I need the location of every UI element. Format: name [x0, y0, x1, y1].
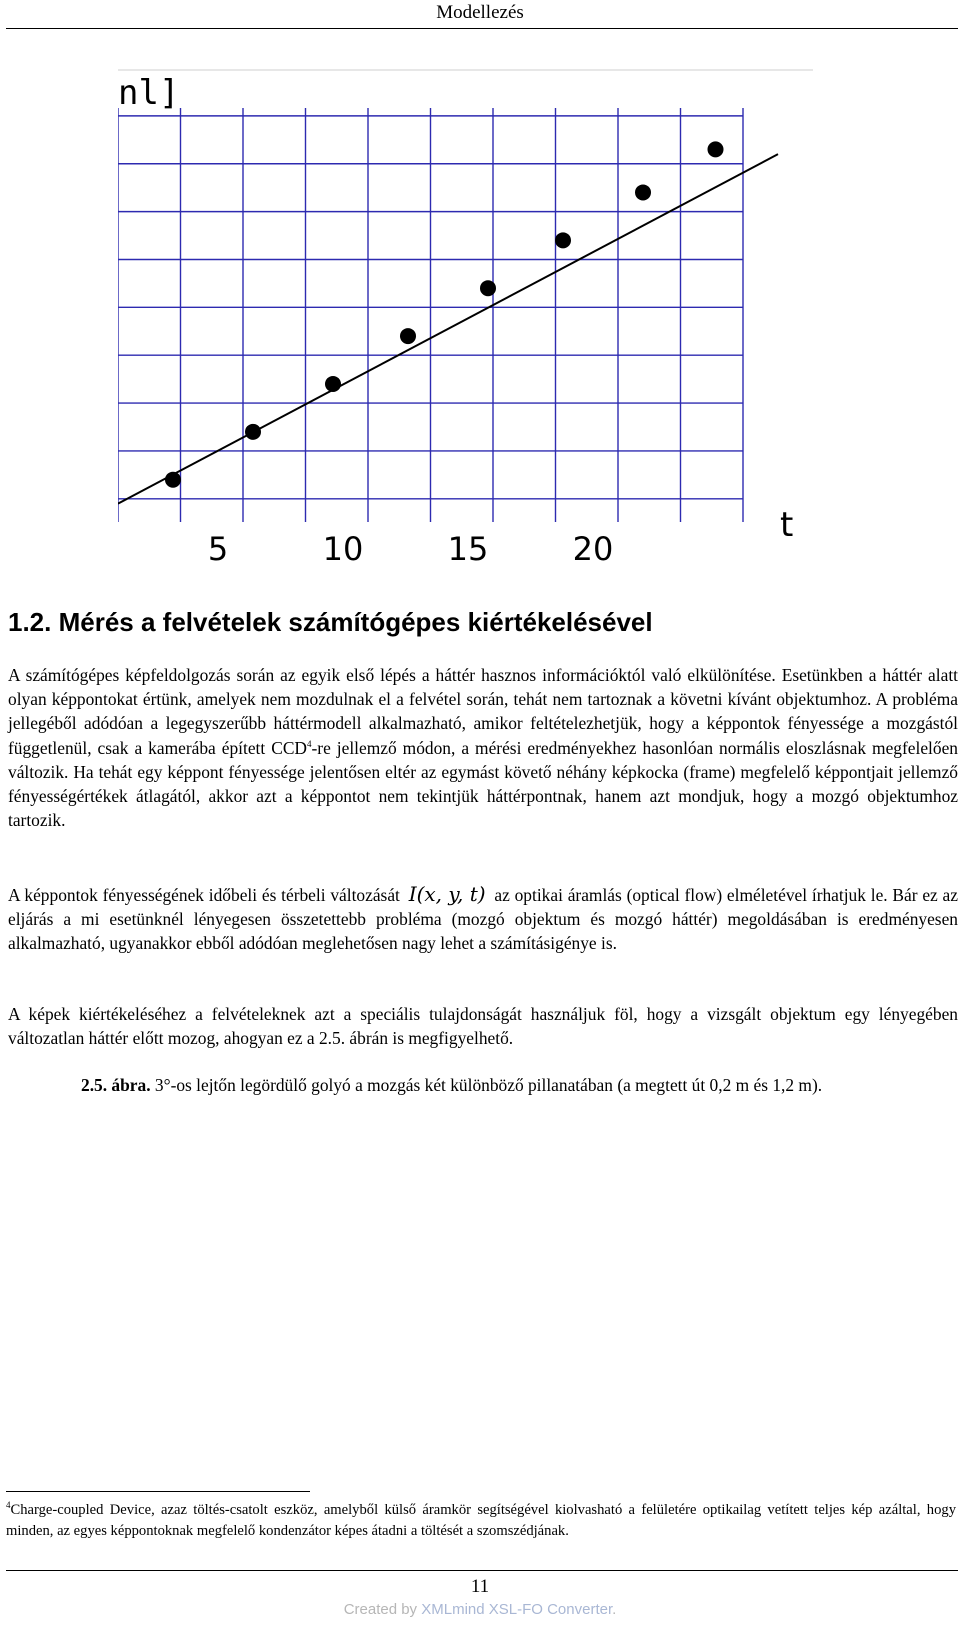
x-tick-label: 20 [572, 530, 614, 568]
top-axis-label: nl] [118, 73, 180, 113]
paragraph-text: A képpontok fényességének időbeli és térbeli változását [8, 885, 400, 905]
figure-2-5-chart [118, 68, 848, 588]
x-tick-label: 5 [207, 530, 229, 568]
paragraph-text: -re jellemző módon, a mérési eredményekhez hasonlóan normális eloszlásnak megfelelően változik. Ha tehát egy képpont fényessége jelentősen eltér az egymást követő néhány képkocka (frame) megfelelő képpontjait jellemző fényességértékek átlagától, akkor azt a képpontot nem tekintjük háttérpontnak, hanem azt mondjuk, hogy a mozgó objektumhoz tartozik. [8, 737, 958, 831]
footnote-rule [6, 1491, 310, 1492]
caption-label: 2.5. ábra. [81, 1075, 151, 1095]
scatter-chart [118, 68, 848, 588]
footnote [6, 1500, 956, 1542]
data-point [325, 376, 341, 392]
generator-prefix: Created by [343, 1601, 422, 1618]
data-point [635, 184, 651, 200]
running-header: Modellezés [436, 2, 524, 23]
page-number: 11 [470, 1576, 490, 1597]
footer-rule [6, 1570, 958, 1571]
data-point [555, 232, 571, 248]
paragraph-evaluation: A képek kiértékeléséhez a felvételeknek azt a speciális tulajdonságát használjuk föl, hogy a vizsgált objektum egy lényegében változatlan háttér előtt mozog, ahogyan ez a 2.5. ábrán is megfigyelhető. [8, 1004, 958, 1049]
data-points [165, 141, 724, 487]
data-point [165, 472, 181, 488]
paragraph-text: az optikai áramlás (optical flow) elméletével írhatjuk le. Bár ez az eljárás a mi esetünknél lényegesen összetettebb probléma (mozgó objektum és mozgó háttér) megoldásában is eredményesen alkalmazható, ugyanakkor ebből adódóan meglehetősen nagy lehet a számításigénye is. [8, 885, 958, 954]
header-rule [6, 28, 958, 29]
data-point [245, 424, 261, 440]
formula: I(x, y, t) [408, 882, 486, 906]
generator-suffix: . [612, 1601, 617, 1618]
generator-link[interactable]: XMLmind XSL-FO Converter [421, 1601, 613, 1618]
x-tick-label: 15 [447, 530, 489, 568]
data-point [708, 141, 724, 157]
grid-lines [118, 70, 813, 522]
figure-caption [81, 1073, 861, 1097]
x-axis-label: t [780, 505, 794, 545]
data-point [480, 280, 496, 296]
section-title: 1.2. Mérés a felvételek számítógépes kiértékelésével [8, 607, 653, 637]
footnote-mark: 4 [6, 1500, 11, 1511]
paragraph-text: A számítógépes képfeldolgozás során az egyik első lépés a háttér hasznos információktól való elkülönítése. Esetünkben a háttér alatt olyan képpontokat értünk, amelyek nem mozdulnak el a felvétel során, tehát nem tartoznak a követni kívánt objektumhoz. A probléma jellegéből adódóan a legegyszerűbb háttérmodell alkalmazható, amikor feltételezhetjük, hogy a képpontok fényessége a mozgástól függetlenül, csak a kamerába épített CCD [8, 665, 958, 758]
x-tick-label: 10 [322, 530, 364, 568]
data-point [400, 328, 416, 344]
generator-credit [0, 1601, 960, 1618]
footnote-ref[interactable]: 4 [306, 738, 312, 749]
paragraph-background [8, 663, 958, 832]
paragraph-optical-flow [8, 882, 958, 956]
x-tick-labels [208, 530, 614, 568]
caption-text: 3°-os lejtőn legördülő golyó a mozgás két különböző pillanatában (a megtett út 0,2 m és 1,2 m). [150, 1075, 823, 1095]
footnote-text: Charge-coupled Device, azaz töltés-csatolt eszköz, amelyből külső áramkör segítségével kiolvasható a felületére optikailag vetített teljes kép azáltal, hogy minden, az egyes képpontoknak megfelelő kondenzátor képes átadni a töltését a szomszédjának. [6, 1502, 956, 1539]
